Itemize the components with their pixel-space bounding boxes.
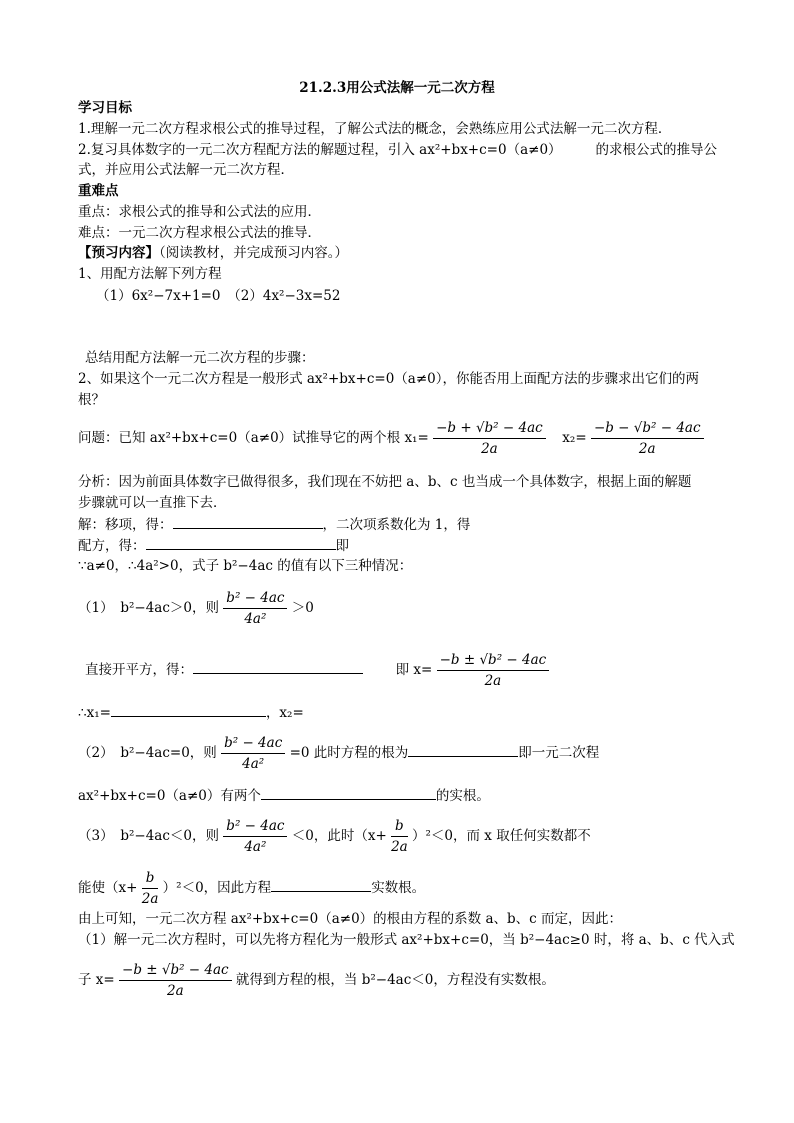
case-3-end: ）²＜0，而 x 取任何实数都不 xyxy=(412,828,591,844)
case-2-cont xyxy=(78,786,490,805)
question-1-equations: （1）6x²−7x+1=0 （2）4x²−3x=52 xyxy=(96,288,341,304)
conclusion-formula xyxy=(119,960,232,1001)
objective-2-part-b: 的求根公式的推导公 xyxy=(595,142,718,158)
conclusion: 由上可知，一元二次方程 ax²+bx+c=0（a≠0）的根由方程的系数 a、b、c 而定，因此： xyxy=(78,911,622,927)
solution-step-2 xyxy=(78,536,349,555)
x2-formula xyxy=(591,418,704,459)
question-2-cont: 根？ xyxy=(78,392,105,408)
answer-blank-x1[interactable] xyxy=(111,703,266,717)
sqrt-label: 直接开平方，得： xyxy=(85,662,193,678)
x2-result-label: ，x₂= xyxy=(265,705,304,721)
objective-2 xyxy=(78,141,717,159)
case-2-end: 即一元二次程 xyxy=(518,745,600,761)
case-3b-text: 能使（x+ xyxy=(78,880,138,896)
case-2-denominator: 4a² xyxy=(242,756,265,772)
conclusion-1: （1）解一元二次方程时，可以先将方程化为一般形式 ax²+bx+c=0，当 b²−4ac≥0 时，将 a、b、c 代入式 xyxy=(78,932,735,948)
question-1: 1、用配方法解下列方程 xyxy=(78,266,222,282)
case-2 xyxy=(78,733,599,774)
answer-blank-root[interactable] xyxy=(408,743,518,757)
case-3b-mid: ）²＜0，因此方程 xyxy=(162,880,272,896)
answer-blank-sqrt[interactable] xyxy=(193,660,363,674)
x2-numerator: −b − √b² − 4ac xyxy=(591,418,704,439)
conclusion-formula-numerator: −b ± √b² − 4ac xyxy=(119,960,232,981)
answer-blank-no-roots[interactable] xyxy=(271,878,371,892)
objective-1: 1.理解一元二次方程求根公式的推导过程，了解公式法的概念，会熟练应用公式法解一元二次方程． xyxy=(78,121,672,137)
case-3-fraction xyxy=(223,816,287,857)
answer-blank-square[interactable] xyxy=(146,536,336,550)
case-1-text: （1） b²−4ac＞0，则 xyxy=(78,600,219,616)
analysis-cont: 步骤就可以一直推下去． xyxy=(78,495,227,511)
case-2-mid: =0 此时方程的根为 xyxy=(289,745,409,761)
case-1-numerator: b² − 4ac xyxy=(223,588,287,609)
case-2-numerator: b² − 4ac xyxy=(221,733,285,754)
x1-formula xyxy=(433,418,546,459)
preview-heading xyxy=(78,244,348,262)
case-3-numerator: b² − 4ac xyxy=(223,816,287,837)
case-1-denominator: 4a² xyxy=(244,611,267,627)
solution-complete-square: 配方，得： xyxy=(78,538,146,554)
x1-result-label: ∴x₁= xyxy=(78,705,111,721)
case-3-b-over-2a xyxy=(391,816,408,857)
case-1-end: ＞0 xyxy=(291,600,314,616)
conclusion-2 xyxy=(78,960,555,1001)
sqrt-line xyxy=(85,650,549,691)
ji-x-label: 即 x= xyxy=(395,662,433,678)
preview-title: 【预习内容】 xyxy=(78,245,159,261)
objective-2-cont: 式，并应用公式法解一元二次方程． xyxy=(78,162,294,178)
conclusion-2-end: 就得到方程的根，当 b²−4ac＜0，方程没有实数根。 xyxy=(235,972,555,988)
solution-ji: 即 xyxy=(335,538,349,554)
preview-note: （阅读教材，并完成预习内容。） xyxy=(159,245,348,261)
case-3-denominator: 4a² xyxy=(244,839,267,855)
conclusion-formula-denominator: 2a xyxy=(167,983,184,999)
case-2b-text: ax²+bx+c=0（a≠0）有两个 xyxy=(78,788,261,804)
answer-blank-move[interactable] xyxy=(173,515,323,529)
case-3-2a: 2a xyxy=(391,839,408,855)
case-1-fraction xyxy=(223,588,287,629)
solution-step-1 xyxy=(78,515,470,534)
difficulty-heading: 重难点 xyxy=(78,183,119,199)
case-3b-2a: 2a xyxy=(141,891,159,907)
problem-line xyxy=(78,418,704,459)
case-2-text: （2） b²−4ac=0，则 xyxy=(78,745,217,761)
case-3b-b-over-2a xyxy=(142,868,159,909)
case-3-cont xyxy=(78,868,425,909)
general-formula xyxy=(437,650,550,691)
case-1 xyxy=(78,588,314,629)
question-2: 2、如果这个一元二次方程是一般形式 ax²+bx+c=0（a≠0），你能否用上面配方法的步骤求出它们的两 xyxy=(78,371,699,387)
case-3 xyxy=(78,816,591,857)
general-formula-denominator: 2a xyxy=(484,673,502,689)
case-3b-b: b xyxy=(142,868,159,889)
objectives-heading: 学习目标 xyxy=(78,100,132,116)
case-3-mid: ＜0，此时（x+ xyxy=(291,828,387,844)
x2-label: x₂= xyxy=(562,430,587,446)
objective-2-part-a: 2.复习具体数字的一元二次方程配方法的解题过程，引入 ax²+bx+c=0（a≠0） xyxy=(78,142,562,158)
case-3-b: b xyxy=(391,816,408,837)
difficult-point: 难点：一元二次方程求根公式法的推导． xyxy=(78,225,321,241)
problem-text: 问题：已知 ax²+bx+c=0（a≠0）试推导它的两个根 x₁= xyxy=(78,430,429,446)
x1-numerator: −b + √b² − 4ac xyxy=(433,418,546,439)
answer-blank-two-roots[interactable] xyxy=(261,786,436,800)
summary-steps: 总结用配方法解一元二次方程的步骤： xyxy=(85,350,315,366)
analysis: 分析：因为前面具体数字已做得很多，我们现在不妨把 a、b、c 也当成一个具体数字，根据上面的解题 xyxy=(78,474,692,490)
case-3-text: （3） b²−4ac＜0，则 xyxy=(78,828,219,844)
conclusion-2-start: 子 x= xyxy=(78,972,115,988)
roots-line xyxy=(78,703,304,722)
case-2b-end: 的实根。 xyxy=(435,788,490,804)
x1-denominator: 2a xyxy=(481,441,498,457)
page-title: 21.2.3用公式法解一元二次方程 xyxy=(299,80,495,96)
solution-move-label: 解：移项，得： xyxy=(78,517,173,533)
general-formula-numerator: −b ± √b² − 4ac xyxy=(437,650,550,671)
solution-normalize: ，二次项系数化为 1，得 xyxy=(322,517,471,533)
case-2-fraction xyxy=(221,733,285,774)
key-point: 重点：求根公式的推导和公式法的应用． xyxy=(78,204,321,220)
case-3b-end: 实数根。 xyxy=(371,880,426,896)
cases-intro: ∵a≠0，∴4a²>0，式子 b²−4ac 的值有以下三种情况： xyxy=(78,558,413,574)
x2-denominator: 2a xyxy=(638,441,656,457)
